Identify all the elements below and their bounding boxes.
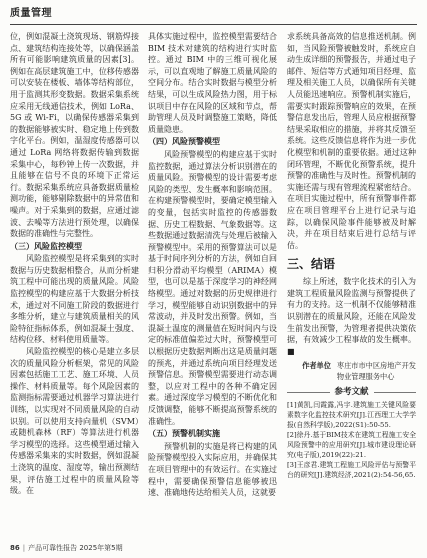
- references-heading-rule-left: [287, 392, 330, 393]
- journal-name: 产品可靠性报告: [28, 544, 78, 552]
- author-info: [287, 360, 416, 382]
- footer-separator: |: [22, 544, 26, 552]
- column-left: [10, 31, 139, 497]
- conclusion-paragraph: [287, 276, 416, 357]
- column-right: [287, 31, 416, 480]
- references-heading-rule-right: [374, 392, 417, 393]
- section-heading-conclusion: 三、结语: [287, 257, 336, 272]
- references-heading: [287, 386, 416, 398]
- body-paragraph-risk-warning-model: 风险预警模型的构建应基于实时监控数据，通过算法分析识别潜在的质量风险。预警模型的设计需要考虑风险的类型、发生概率和影响范围。在构建预警模型时，要确定模型输入的变量，包括实时监控的传感器数据、历史工程数据、气象数据等。这些数据通过数据清洗与处理后被输入预警模型中。采用的预警算法可以是基于时间序列分析的方法，例如自回归积分滑动平均模型（ARIMA）模型，也可以是基于深度学习的神经网络模型。通过对数据的历史规律进行学习，模型能够自动识别数据中的异常波动，并及时发出预警。例如，当混凝土温度的测量值在短时间内与设定的标准值偏差过大时，预警模型可以根据历史数据判断出这是质量问题的预兆，并通过系统向项目经理发送预警信息。预警模型需要进行动态调整，以应对工程中的各种不确定因素。通过深度学习模型的不断优化和反馈调整，能够不断提高预警系统的准确性。: [148, 149, 277, 426]
- reference-item: [3]王彦君.建筑工程施工风险评估与预警平台的研究[J].建筑经济,2021(2):54-56,65.: [287, 461, 416, 480]
- header-rule: [10, 24, 417, 25]
- conclusion-text: 综上所述，数字化技术的引入为建筑工程质量风险监测与预警提供了有力的支持。这一机制不仅能够精准识别潜在的质量风险，还能在风险发生前发出预警，为管理者提供决策依据，有效减少工程事故的发生概率。: [287, 277, 416, 345]
- page-footer: [10, 543, 123, 553]
- author-affiliation: [337, 360, 416, 382]
- subsection-heading-risk-warning-model: （四）风险预警模型: [148, 137, 220, 147]
- body-paragraph-risk-monitoring-2-part-2: 具体实施过程中，监控模型需要结合 BIM 技术对建筑的结构进行实时监控。通过 BIM 中的三维可视化展示，可以直观地了解施工质量风险的空间分布。结合实时数据与模型分析结果，可以生成风险热力图，用于标识项目中存在风险的区域和节点，帮助管理人员及时调整施工策略，降低质量隐患。: [148, 32, 277, 134]
- references-list: [287, 400, 416, 480]
- journal-issue: 2025年第5期: [79, 544, 123, 552]
- author-affiliation-line: 枣庄市市中区房地产开发: [336, 361, 416, 371]
- author-affiliation-line: 物业管理服务中心: [336, 372, 395, 382]
- subsection-heading-warning-implementation: （五）预警机制实施: [148, 429, 220, 439]
- page-number: 86: [10, 544, 20, 552]
- author-info-label: 作者单位: [302, 361, 331, 371]
- reference-item: [1]黄凯,闫霞露,冯宇.建筑施工关键风险要素数字化监控技术研究[J].江西理工大学学报(自然科学版),2022(S1):50-55.: [287, 401, 416, 430]
- body-paragraph-risk-monitoring-2-part-1: 风险监控模型的核心是建立多层次的质量风险分析框架，常见的风险因素包括施工工艺、施工环境、人员操作、材料质量等。每个风险因素的监测指标需要通过机器学习算法进行训练，以实现对不同质量风险的自动识别。可以使用支持向量机（SVM）或随机森林（RF）等算法进行机器学习模型的选择。这些模型通过输入传感器采集来的实时数据，例如混凝土浇筑的温度、湿度等，输出预测结果，评估施工过程中的质量风险等级。在: [10, 347, 139, 496]
- column-middle: [148, 31, 277, 499]
- references-title: 参考文献: [334, 387, 369, 398]
- end-mark-icon: ■: [287, 346, 295, 356]
- subsection-heading-risk-monitoring: （三）风险监控模型: [10, 241, 82, 251]
- body-paragraph-risk-monitoring-1: 风险监控模型是将采集到的实时数据与历史数据相整合，从而分析建筑工程中可能出现的质量风险。风险监控模型的构建应基于大数据分析技术，通过对不同施工阶段的数据进行多维分析，建立与建筑质量相关的风险特征指标体系，例如混凝土强度、结构位移、材料使用质量等。: [10, 254, 139, 345]
- running-head-section-title: 质量管理: [10, 8, 52, 19]
- body-paragraph-warning-implementation-part-1: 预警机制的实施是将已构建的风险预警模型投入实际应用，并确保其在项目管理中的有效运行。在实施过程中，需要确保预警信息能够被迅速、准确地传达给相关人员，这就要: [148, 441, 277, 498]
- body-paragraph-warning-implementation-part-2: 求系统具备高效的信息推送机制。例如，当风险预警被触发时，系统应自动生成详细的预警报告，并通过电子邮件、短信等方式通知项目经理、监理及相关施工人员，以确保所有关键人员能迅速响应。预警机制实施后，需要实时跟踪预警响应的效果，在预警信息发出后，管理人员应根据预警结果采取相应的措施，并将其反馈至系统。这些反馈信息将作为进一步优化模型和机制的重要依据。通过这种闭环管理，不断优化预警系统，提升预警的准确性与及时性。预警机制的实施还需与现有管理流程紧密结合。在项目实施过程中，所有预警事件都应在项目管理平台上进行记录与追踪，以确保风险事件能够被及时解决，并在项目结束后进行总结与评估。: [287, 32, 416, 250]
- reference-item: [2]徐丹.基于BIM技术在建筑工程施工安全风险预警中的应用研究[J].城市建设理论研究(电子版),2019(22):21.: [287, 431, 416, 460]
- body-paragraph-data-collection-tail: 位，例如混凝土浇筑现场、钢筋焊接点、建筑结构连接处等，以确保涵盖所有可能影响建筑质量的因素[3]。例如在高层建筑施工中，位移传感器可以安装在楼板、墙体等结构部位，用于监测其形变数据。数据采集系统应采用无线通信技术，例如 LoRa、5G 或 Wi-Fi，以确保传感器采集到的数据能够被实时、稳定地上传到数字化平台。例如，温湿度传感器可以通过 LoRa 网络将数据传输到数据采集中心，每秒钟上传一次数据，并且能够在信号不良的环境下正常运行。数据采集系统应具备数据质量检测功能，能够剔除数据中的异常值和噪声。对于采集到的数据，应通过滤波、去噪等方法进行预处理，以确保数据的准确性与完整性。: [10, 32, 139, 239]
